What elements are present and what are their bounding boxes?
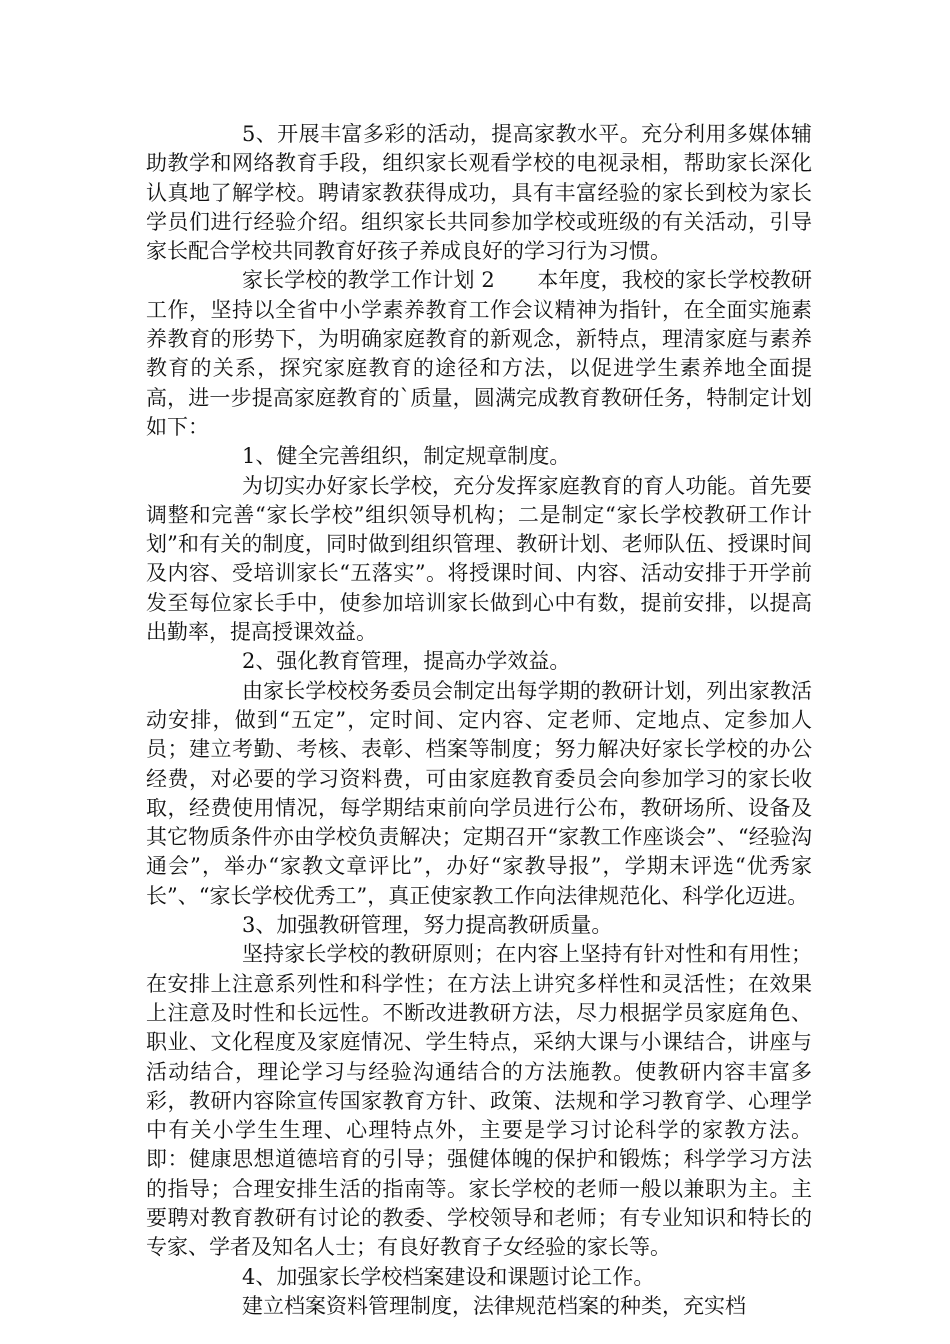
section-heading-archives: 4、加强家长学校档案建设和课题讨论工作。 (242, 1264, 655, 1289)
paragraph-activities: 5、开展丰富多彩的活动，提高家教水平。充分利用多媒体辅助教学和网络教育手段，组织家长观看学校的电视录相，帮助家长深化认真地了解学校。聘请家教获得成功，具有丰富经验的家长到校为家长学员们进行经验介绍。组织家长共同参加学校或班级的有关活动，引导家长配合学校共同教育好孩子养成良好的学习行为习惯。 (146, 122, 812, 264)
paragraph-research: 坚持家长学校的教研原则；在内容上坚持有针对性和有用性；在安排上注意系列性和科学性；在方法上讲究多样性和灵活性；在效果上注意及时性和长远性。不断改进教研方法，尽力根据学员家庭角色、职业、文化程度及家庭情况、学生特点，采纳大课与小课结合，讲座与活动结合，理论学习与经验沟通结合的方法施教。使教研内容丰富多彩，教研内容除宣传国家教育方针、政策、法规和学习教育学、心理学中有关小学生生理、心理特点外，主要是学习讨论科学的家教方法。即：健康思想道德培育的引导；强健体魄的保护和锻炼；科学学习方法的指导；合理安排生活的指南等。家长学校的老师一般以兼职为主。主要聘对教育教研有讨论的教委、学校领导和老师；有专业知识和特长的专家、学者及知名人士；有良好教育子女经验的家长等。 (146, 942, 812, 1260)
paragraph-organization: 为切实办好家长学校，充分发挥家庭教育的育人功能。首先要调整和完善“家长学校”组织领导机构；二是制定“家长学校教研工作计划”和有关的制度，同时做到组织管理、教研计划、老师队伍、授课时间及内容、受培训家长“五落实”。将授课时间、内容、活动安排于开学前发至每位家长手中，使参加培训家长做到心中有数，提前安排，以提高出勤率，提高授课效益。 (146, 473, 812, 645)
section-heading-research: 3、加强教研管理，努力提高教研质量。 (242, 913, 613, 938)
paragraph-management: 由家长学校校务委员会制定出每学期的教研计划，列出家教活动安排，做到“五定”，定时间、定内容、定老师、定地点、定参加人员；建立考勤、考核、表彰、档案等制度；努力解决好家长学校的办公经费，对必要的学习资料费，可由家庭教育委员会向参加学习的家长收取，经费使用情况，每学期结束前向学员进行公布，教研场所、设备及其它物质条件亦由学校负责解决；定期召开“家教工作座谈会”、“经验沟通会”，举办“家教文章评比”，办好“家教导报”，学期末评选“优秀家长”、“家长学校优秀工”，真正使家教工作向法律规范化、科学化迈进。 (146, 678, 812, 908)
paragraph-plan-intro: 家长学校的教学工作计划 2 本年度，我校的家长学校教研工作，坚持以全省中小学素养教育工作会议精神为指针，在全面实施素养教育的形势下，为明确家庭教育的新观念，新特点，理清家庭与素养教育的关系，探究家庭教育的途径和方法，以促进学生素养地全面提高，进一步提高家庭教育的`质量，圆满完成教育教研任务，特制定计划如下： (146, 268, 812, 439)
section-heading-management: 2、强化教育管理，提高办学效益。 (242, 649, 571, 674)
paragraph-archives: 建立档案资料管理制度，法律规范档案的种类，充实档 (242, 1293, 746, 1318)
document-body (146, 120, 812, 1321)
section-heading-organization: 1、健全完善组织，制定规章制度。 (242, 444, 571, 469)
